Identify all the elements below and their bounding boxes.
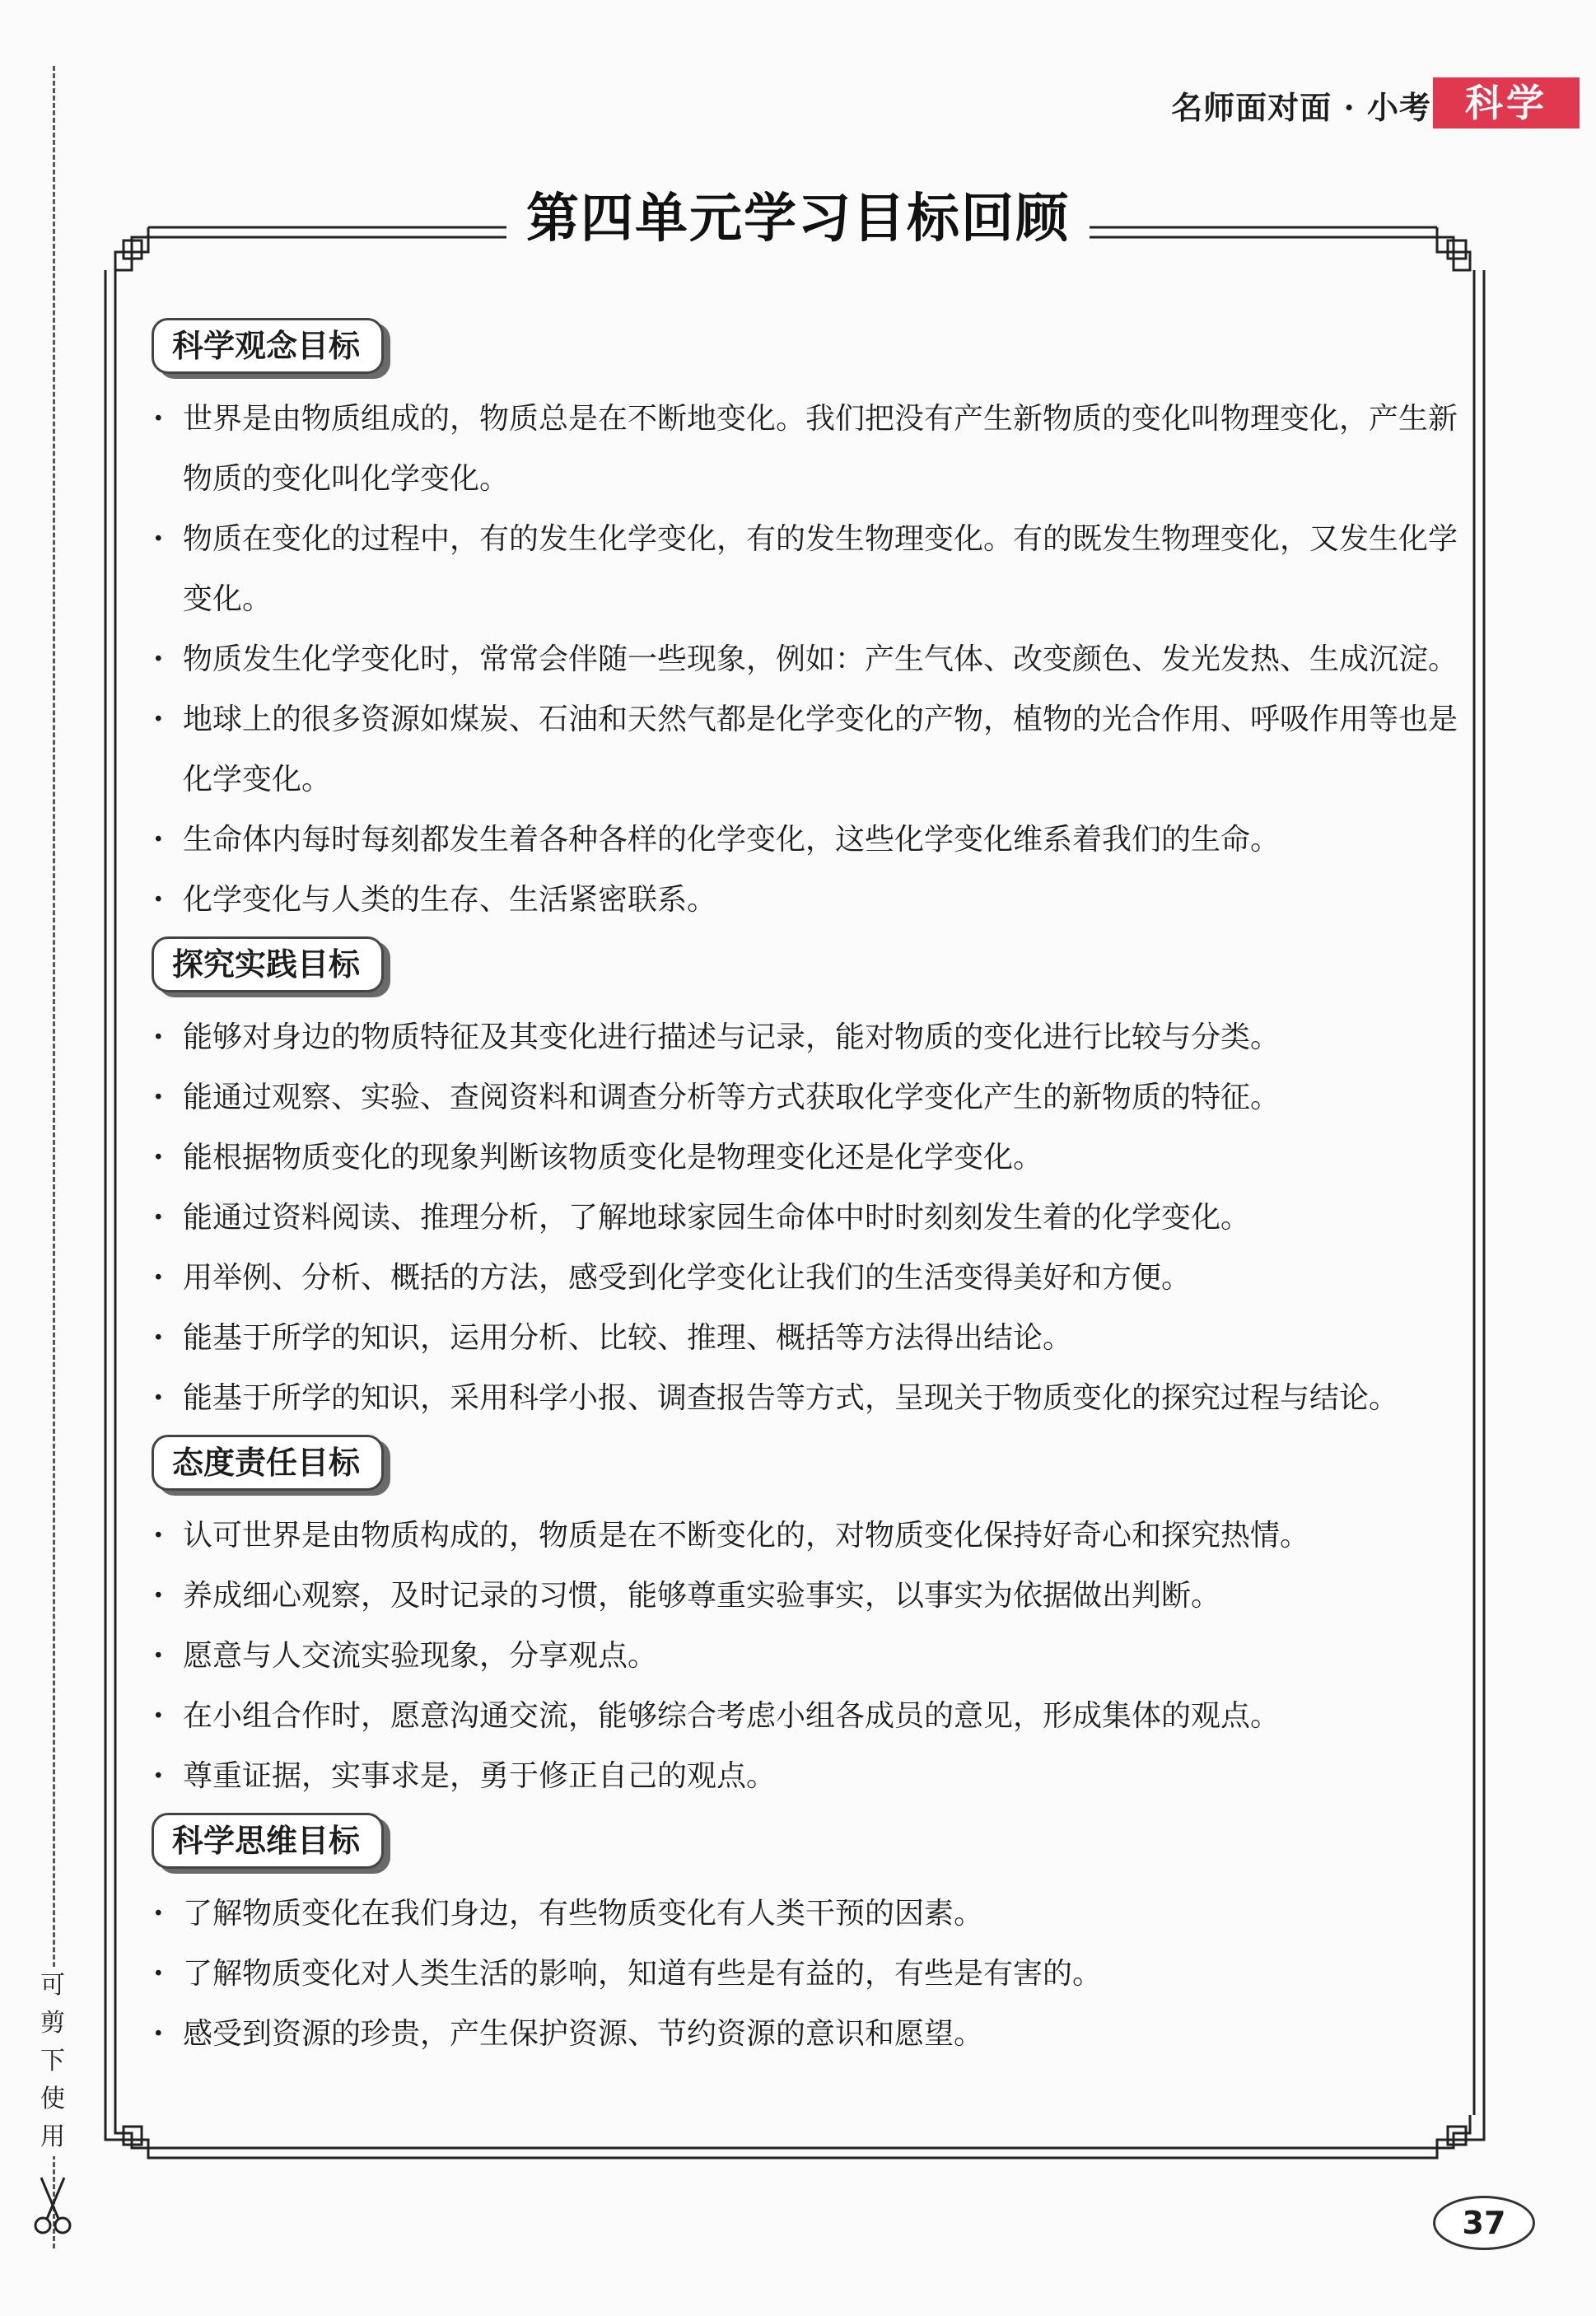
section-science-thinking (148, 1813, 1458, 2064)
list-item: · 地球上的很多资源如煤炭、石油和天然气都是化学变化的产物，植物的光合作用、呼吸作用等也是化学变化。 (148, 689, 1458, 810)
cut-hint (36, 1967, 69, 2156)
list-item: · 生命体内每时每刻都发生着各种各样的化学变化，这些化学变化维系着我们的生命。 (148, 810, 1458, 870)
list-item: · 能基于所学的知识，运用分析、比较、推理、概括等方法得出结论。 (148, 1308, 1458, 1368)
series-title: 名师面对面 · 小考 (1171, 89, 1431, 126)
section-attitude-responsibility (148, 1435, 1458, 1806)
cut-line (53, 66, 55, 2248)
list-item: · 世界是由物质组成的，物质总是在不断地变化。我们把没有产生新物质的变化叫物理变化，产生新物质的变化叫化学变化。 (148, 389, 1458, 509)
section-heading: 科学思维目标 (152, 1813, 384, 1869)
cut-hint-char: 使 (40, 2085, 65, 2113)
list-item: · 能通过资料阅读、推理分析，了解地球家园生命体中时时刻刻发生着的化学变化。 (148, 1188, 1458, 1248)
page-title-text: 第四单元学习目标回顾 (506, 189, 1090, 250)
section-heading: 态度责任目标 (152, 1435, 384, 1491)
page-title (0, 176, 1596, 252)
section-heading: 探究实践目标 (152, 936, 384, 992)
scissors-icon (31, 2174, 74, 2237)
section-inquiry-practice (148, 936, 1458, 1428)
list-item: · 养成细心观察，及时记录的习惯，能够尊重实验事实，以事实为依据做出判断。 (148, 1566, 1458, 1626)
list-item: · 认可世界是由物质构成的，物质是在不断变化的，对物质变化保持好奇心和探究热情。 (148, 1506, 1458, 1566)
list-item: · 能通过观察、实验、查阅资料和调查分析等方式获取化学变化产生的新物质的特征。 (148, 1067, 1458, 1128)
list-item: · 能够对身边的物质特征及其变化进行描述与记录，能对物质的变化进行比较与分类。 (148, 1007, 1458, 1067)
cut-hint-char: 用 (40, 2122, 65, 2151)
list-item: · 用举例、分析、概括的方法，感受到化学变化让我们的生活变得美好和方便。 (148, 1248, 1458, 1308)
page-number: 37 (1433, 2196, 1535, 2250)
list-item: · 感受到资源的珍贵，产生保护资源、节约资源的意识和愿望。 (148, 2004, 1458, 2064)
section-science-concept (148, 318, 1458, 930)
subject-badge: 科学 (1433, 77, 1580, 128)
list-item: · 了解物质变化在我们身边，有些物质变化有人类干预的因素。 (148, 1884, 1458, 1944)
list-item: · 物质在变化的过程中，有的发生化学变化，有的发生物理变化。有的既发生物理变化，又发生化学变化。 (148, 509, 1458, 629)
content (148, 318, 1458, 2071)
section-heading: 科学观念目标 (152, 318, 384, 374)
list-item: · 物质发生化学变化时，常常会伴随一些现象，例如：产生气体、改变颜色、发光发热、生成沉淀。 (148, 629, 1458, 689)
cut-hint-char: 可 (40, 1971, 65, 2000)
list-item: · 愿意与人交流实验现象，分享观点。 (148, 1626, 1458, 1686)
cut-hint-char: 下 (40, 2047, 65, 2076)
list-item: · 化学变化与人类的生存、生活紧密联系。 (148, 870, 1458, 930)
list-item: · 了解物质变化对人类生活的影响，知道有些是有益的，有些是有害的。 (148, 1944, 1458, 2004)
list-item: · 尊重证据，实事求是，勇于修正自己的观点。 (148, 1746, 1458, 1806)
list-item: · 能根据物质变化的现象判断该物质变化是物理变化还是化学变化。 (148, 1128, 1458, 1188)
list-item: · 能基于所学的知识，采用科学小报、调查报告等方式，呈现关于物质变化的探究过程与结论。 (148, 1368, 1458, 1428)
cut-hint-char: 剪 (40, 2009, 65, 2038)
list-item: · 在小组合作时，愿意沟通交流，能够综合考虑小组各成员的意见，形成集体的观点。 (148, 1686, 1458, 1746)
